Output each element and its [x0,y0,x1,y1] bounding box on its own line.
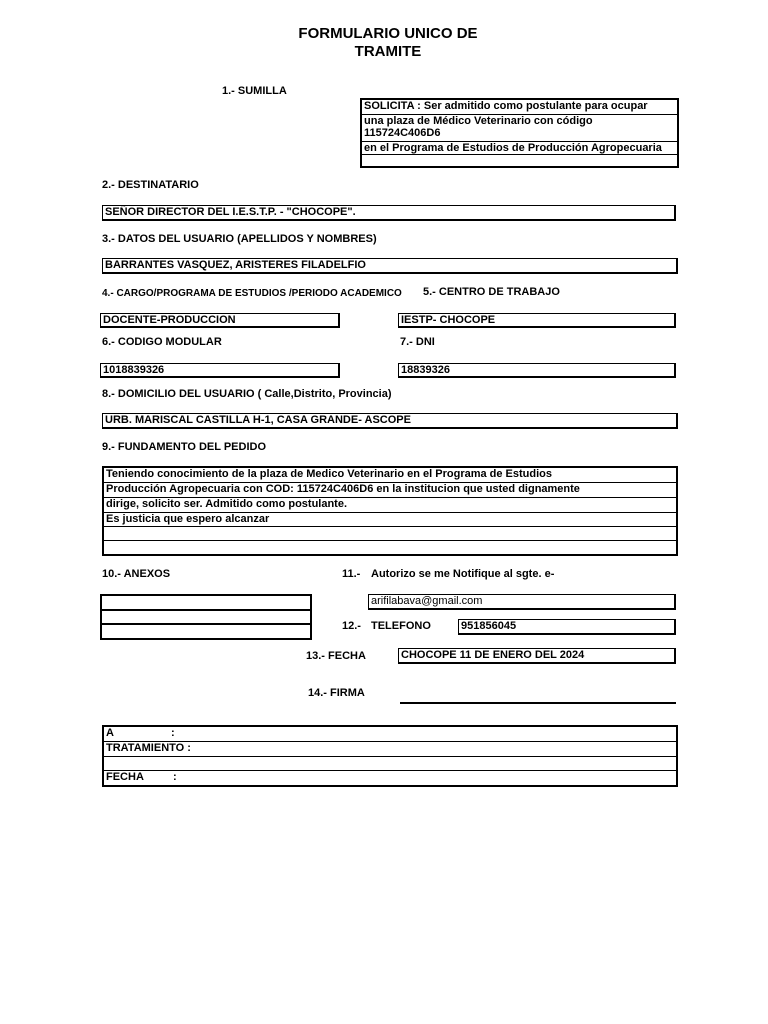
tramite-row-fecha [104,771,676,785]
domicilio-field[interactable]: URB. MARISCAL CASTILLA H-1, CASA GRANDE- ASCOPE [102,413,678,429]
tramite-a-colon: : [171,727,175,739]
tramite-row-a [104,727,676,742]
usuario-label: 3.- DATOS DEL USUARIO (APELLIDOS Y NOMBRES) [102,233,377,245]
anexos-box [100,594,312,640]
destinatario-label: 2.- DESTINATARIO [102,179,199,191]
fundamento-line-1: Teniendo conocimiento de la plaza de Medico Veterinario en el Programa de Estudios [104,468,676,483]
notificacion-number: 11.- [342,568,361,580]
fundamento-box [102,466,678,556]
tramite-box [102,725,678,787]
sumilla-line-4 [362,155,677,166]
anexo-row-2[interactable] [102,611,310,625]
anexos-label: 10.- ANEXOS [102,568,171,580]
fundamento-line-6 [104,541,676,554]
tramite-fecha-colon: : [173,771,177,783]
fundamento-line-3: dirige, solicito ser. Admitido como postulante. [104,498,676,513]
form-title-line1: FORMULARIO UNICO DE [298,25,478,42]
domicilio-label: 8.- DOMICILIO DEL USUARIO ( Calle,Distrito, Provincia) [102,388,392,400]
firma-signature-line[interactable] [400,702,676,704]
fecha-field[interactable]: CHOCOPE 11 DE ENERO DEL 2024 [398,648,676,664]
email-field[interactable]: arifilabava@gmail.com [368,594,676,610]
dni-field[interactable]: 18839326 [398,363,676,378]
sumilla-line-1: SOLICITA : Ser admitido como postulante para ocupar [362,100,677,115]
notificacion-text: Autorizo se me Notifique al sgte. e- [371,568,555,580]
tramite-row-blank [104,757,676,771]
fundamento-line-2: Producción Agropecuaria con COD: 115724C406D6 en la institucion que usted dignamente [104,483,676,498]
telefono-field[interactable]: 951856045 [458,619,676,635]
sumilla-line-2 [362,115,677,142]
tramite-a-label: A [106,727,114,739]
form-title-line2: TRAMITE [354,43,422,60]
dni-label: 7.- DNI [400,336,435,348]
destinatario-field[interactable]: SEÑOR DIRECTOR DEL I.E.S.T.P. - "CHOCOPE". [102,205,676,221]
usuario-field[interactable]: BARRANTES VASQUEZ, ARISTERES FILADELFIO [102,258,678,274]
sumilla-line-3: en el Programa de Estudios de Producción Agropecuaria [362,142,677,155]
fecha-label: 13.- FECHA [306,650,366,662]
centro-field[interactable]: IESTP- CHOCOPE [398,313,676,328]
sumilla-label: 1.- SUMILLA [222,85,287,97]
tramite-row-tratamiento: TRATAMIENTO : [104,742,676,757]
fundamento-line-4: Es justicia que espero alcanzar [104,513,676,527]
codigo-label: 6.- CODIGO MODULAR [102,336,222,348]
anexo-row-1[interactable] [102,596,310,611]
fundamento-line-5 [104,527,676,541]
codigo-field[interactable]: 1018839326 [100,363,340,378]
telefono-number: 12.- [342,620,361,632]
anexo-row-3[interactable] [102,625,310,636]
cargo-field[interactable]: DOCENTE-PRODUCCION [100,313,340,328]
cargo-label: 4.- CARGO/PROGRAMA DE ESTUDIOS /PERIODO ACADEMICO [102,288,402,299]
telefono-label: TELEFONO [371,620,431,632]
sumilla-box [360,98,679,168]
tramite-fecha-label: FECHA [106,771,144,783]
sumilla-line-2a: una plaza de Médico Veterinario con código [364,115,593,127]
firma-label: 14.- FIRMA [308,687,365,699]
fundamento-label: 9.- FUNDAMENTO DEL PEDIDO [102,441,266,453]
centro-label: 5.- CENTRO DE TRABAJO [423,286,560,298]
sumilla-line-2b: 115724C406D6 [364,127,441,139]
